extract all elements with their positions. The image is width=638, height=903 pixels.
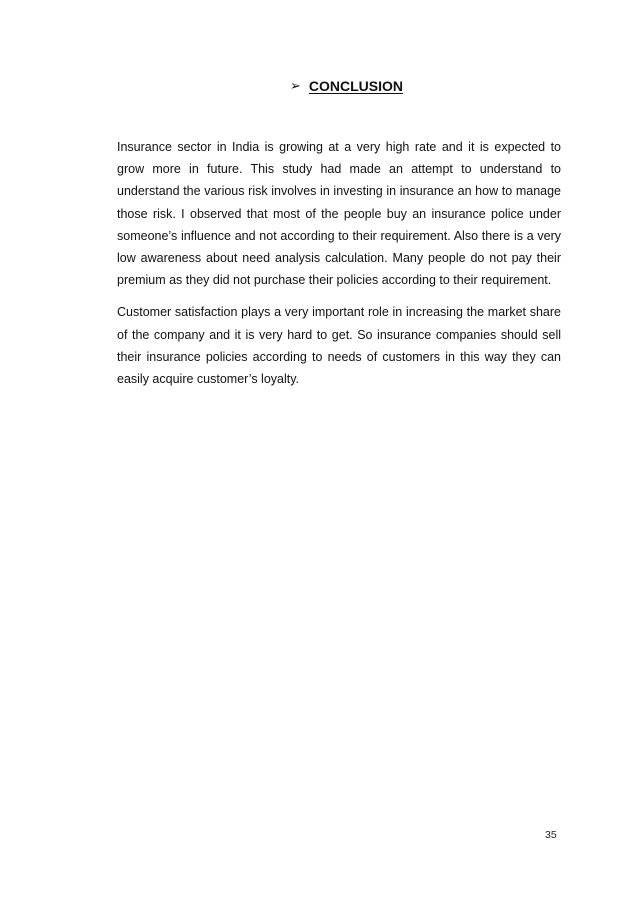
body-text <box>117 136 561 390</box>
arrowhead-bullet-icon: ➢ <box>290 77 301 93</box>
paragraph-1: Insurance sector in India is growing at a very high rate and it is expected to grow more in future. This study had made an attempt to understand to understand the various risk involves in investing in insurance an how to manage those risk. I observed that most of the people buy an insurance police under someone’s influence and not according to their requirement. Also there is a very low awareness about need analysis calculation. Many people do not pay their premium as they did not purchase their policies according to their requirement. <box>117 140 561 288</box>
section-title: CONCLUSION <box>308 78 404 94</box>
paragraph-2: Customer satisfaction plays a very important role in increasing the market share of the company and it is very hard to get. So insurance companies should sell their insurance policies according to needs of customers in this way they can easily acquire customer’s loyalty. <box>117 305 561 387</box>
page-number: 35 <box>545 829 557 841</box>
section-heading <box>290 78 403 94</box>
